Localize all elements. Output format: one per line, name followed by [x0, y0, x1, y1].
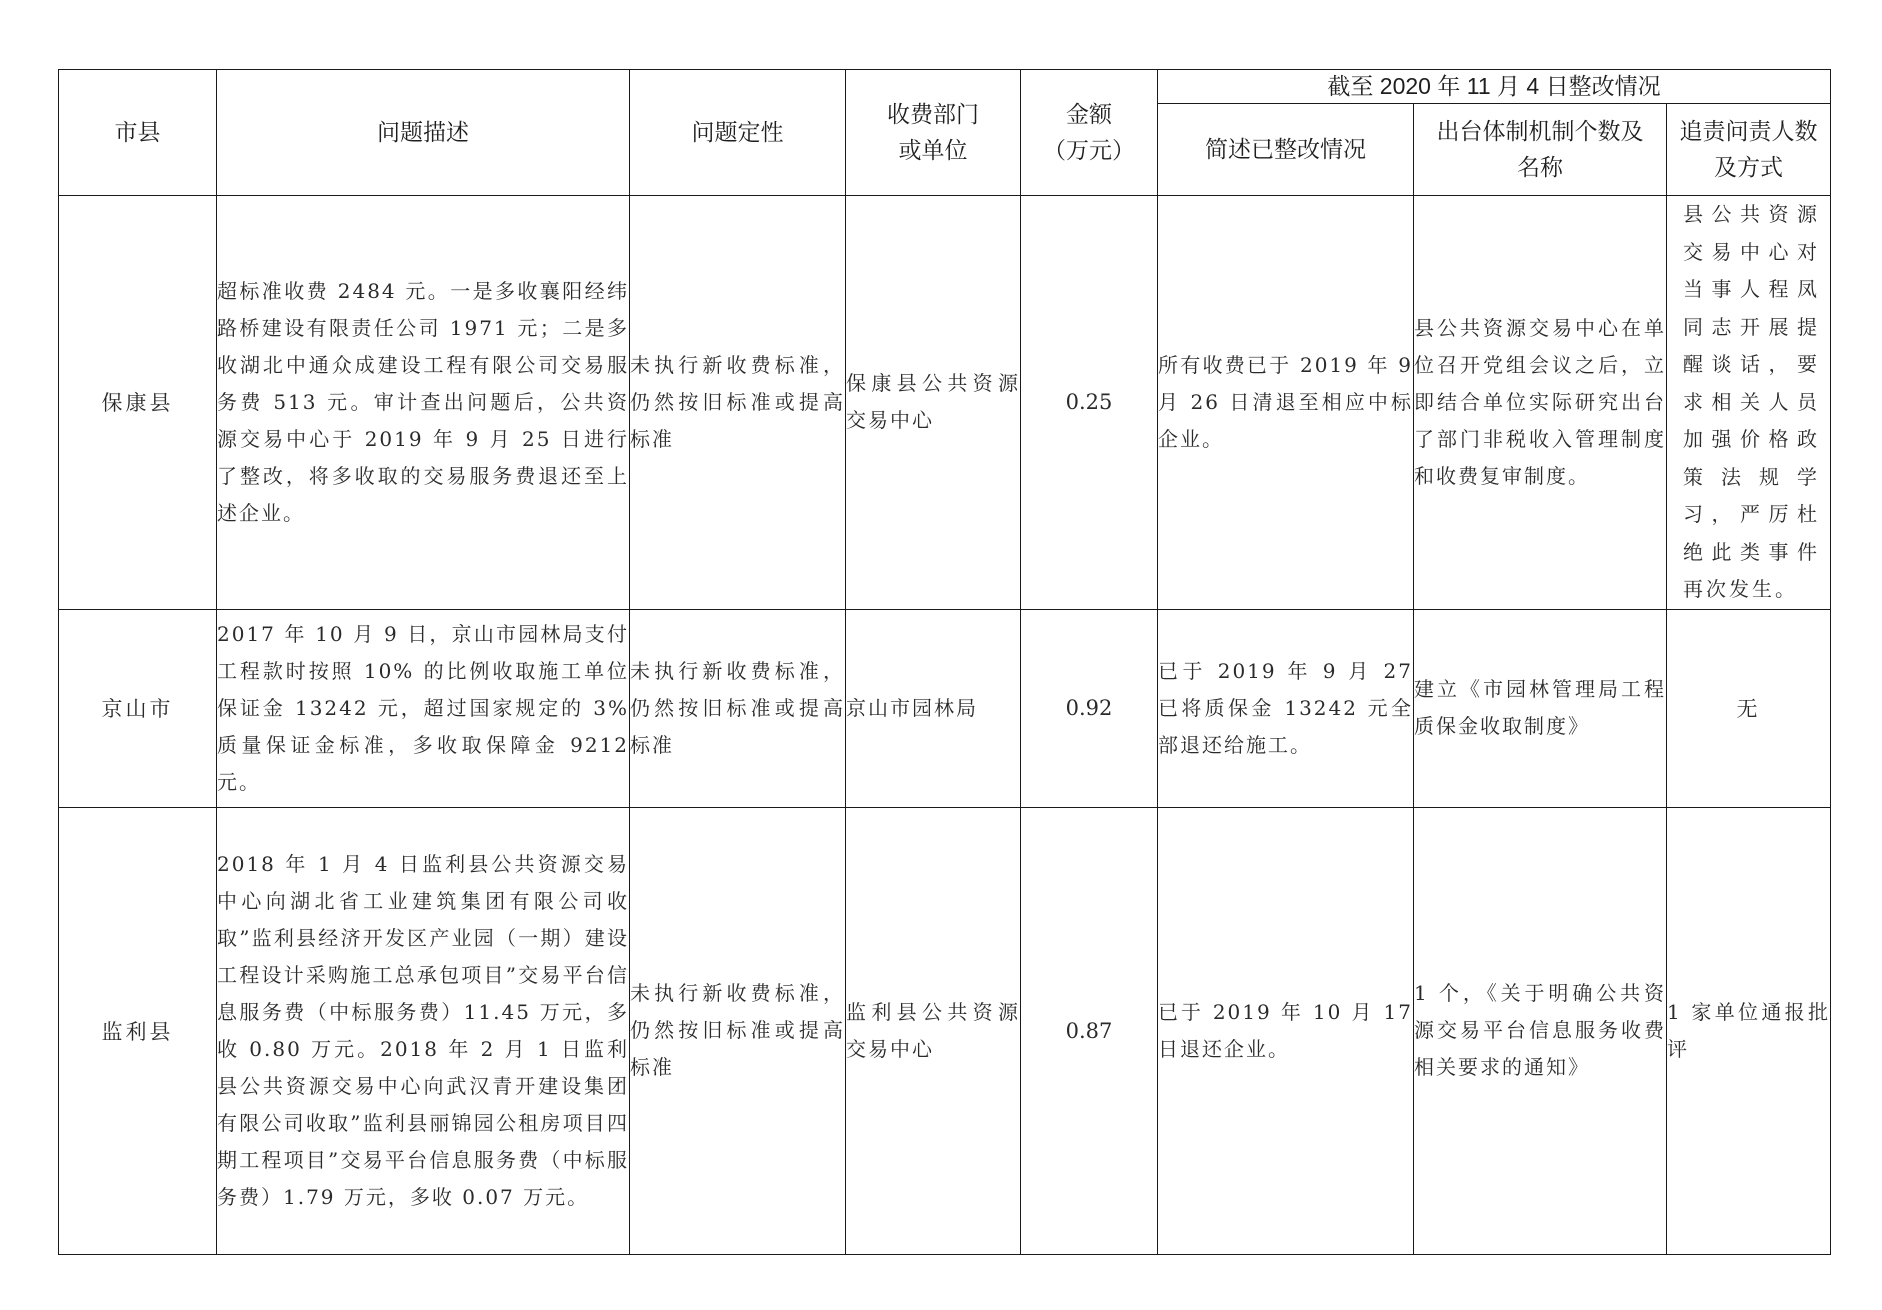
header-department-line1: 收费部门 — [887, 100, 979, 127]
row-description: 2017 年 10 月 9 日，京山市园林局支付工程款时按照 10% 的比例收取施工单位保证金 13242 元，超过国家规定的 3% 质量保证金标准，多收取保障金 9212 元。 — [217, 609, 630, 807]
rectification-table — [58, 69, 1831, 1255]
row-institution: 1 个，《关于明确公共资源交易平台信息服务收费相关要求的通知》 — [1414, 807, 1667, 1254]
table-row — [59, 196, 1831, 610]
header-nature: 问题定性 — [630, 70, 846, 196]
header-amount-line2: （万元） — [1043, 136, 1135, 163]
row-nature: 未执行新收费标准，仍然按旧标准或提高标准 — [630, 196, 846, 610]
row-city: 京山市 — [59, 609, 217, 807]
row-department: 京山市园林局 — [846, 609, 1021, 807]
header-department — [846, 70, 1021, 196]
row-summary: 已于 2019 年 9 月 27 已将质保金 13242 元全部退还给施工。 — [1158, 609, 1414, 807]
header-accountability — [1667, 104, 1831, 196]
header-department-line2: 或单位 — [898, 136, 968, 163]
header-institution — [1414, 104, 1667, 196]
header-institution-line1: 出台体制机制个数及 — [1436, 117, 1644, 144]
header-amount-line1: 金额 — [1066, 100, 1112, 127]
row-accountability: 1 家单位通报批评 — [1667, 807, 1831, 1254]
row-description: 2018 年 1 月 4 日监利县公共资源交易中心向湖北省工业建筑集团有限公司收取”监利县经济开发区产业园（一期）建设工程设计采购施工总承包项目”交易平台信息服务费（中标服务费）11.45 万元，多收 0.80 万元。2018 年 2 月 1 日监利县公共资源交易中心向武汉青开建设集团有限公司收取”监利县丽锦园公租房项目四期工程项目”交易平台信息服务费（中标服务费）1.79 万元，多收 0.07 万元。 — [217, 807, 630, 1254]
row-summary: 已于 2019 年 10 月 17 日退还企业。 — [1158, 807, 1414, 1254]
row-nature: 未执行新收费标准，仍然按旧标准或提高标准 — [630, 807, 846, 1254]
header-rectification-group: 截至 2020 年 11 月 4 日整改情况 — [1158, 70, 1831, 104]
row-institution: 县公共资源交易中心在单位召开党组会议之后，立即结合单位实际研究出台了部门非税收入管理制度和收费复审制度。 — [1414, 196, 1667, 610]
row-city: 保康县 — [59, 196, 217, 610]
row-summary: 所有收费已于 2019 年 9 月 26 日清退至相应中标企业。 — [1158, 196, 1414, 610]
row-city: 监利县 — [59, 807, 217, 1254]
row-amount: 0.25 — [1021, 196, 1158, 610]
header-city: 市县 — [59, 70, 217, 196]
row-amount: 0.87 — [1021, 807, 1158, 1254]
header-accountability-line1: 追责问责人数 — [1679, 117, 1818, 144]
row-nature: 未执行新收费标准，仍然按旧标准或提高标准 — [630, 609, 846, 807]
header-institution-line2: 名称 — [1517, 153, 1563, 180]
row-institution: 建立《市园林管理局工程质保金收取制度》 — [1414, 609, 1667, 807]
table-row — [59, 609, 1831, 807]
row-department: 保康县公共资源交易中心 — [846, 196, 1021, 610]
header-description: 问题描述 — [217, 70, 630, 196]
header-accountability-line2: 及方式 — [1714, 153, 1783, 180]
header-amount — [1021, 70, 1158, 196]
row-accountability: 县公共资源交易中心对当事人程凤同志开展提醒谈话，要求相关人员加强价格政策法规学习，严厉杜绝此类事件再次发生。 — [1667, 196, 1831, 610]
row-amount: 0.92 — [1021, 609, 1158, 807]
row-description: 超标准收费 2484 元。一是多收襄阳经纬路桥建设有限责任公司 1971 元；二是多收湖北中通众成建设工程有限公司交易服务费 513 元。审计查出问题后，公共资源交易中心于 2019 年 9 月 25 日进行了整改，将多收取的交易服务费退还至上述企业。 — [217, 196, 630, 610]
table-row — [59, 807, 1831, 1254]
header-summary: 简述已整改情况 — [1158, 104, 1414, 196]
row-department: 监利县公共资源交易中心 — [846, 807, 1021, 1254]
row-accountability: 无 — [1667, 609, 1831, 807]
